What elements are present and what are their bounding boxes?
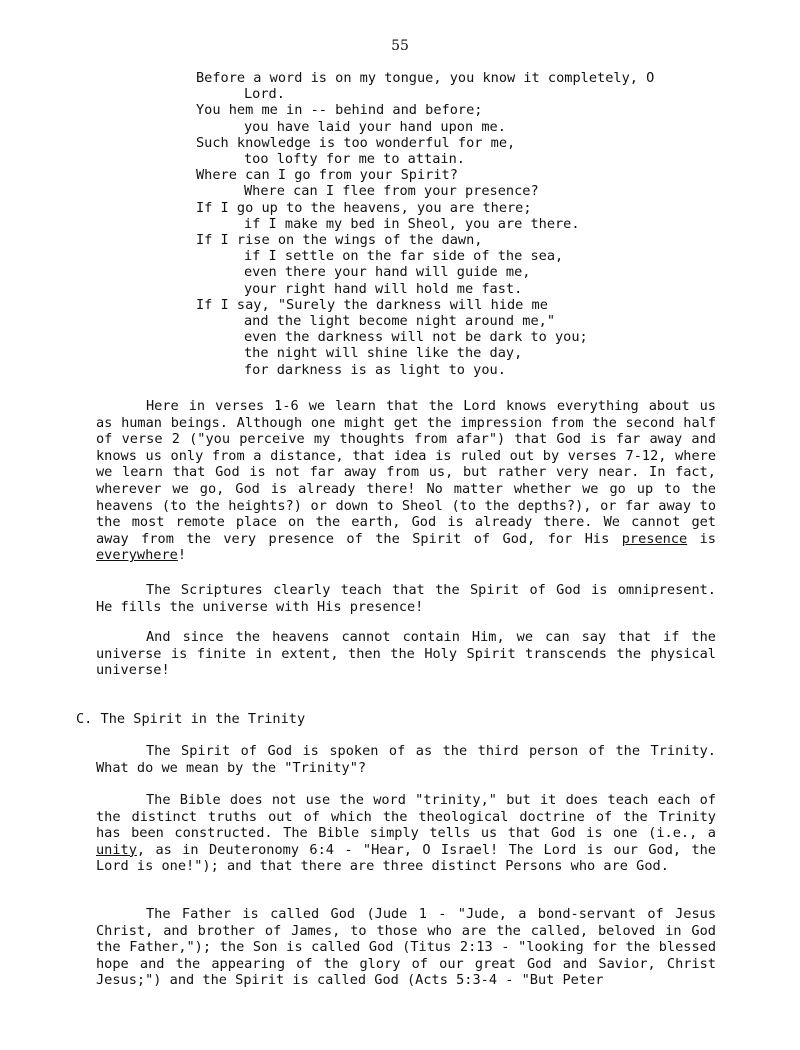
poem-line: if I make my bed in Sheol, you are there.	[244, 215, 580, 232]
poem-line: for darkness is as light to you.	[244, 361, 506, 378]
page-number: 55	[391, 38, 409, 54]
poem-line: If I say, "Surely the darkness will hide me	[196, 296, 548, 313]
poem-line: even the darkness will not be dark to you;	[244, 329, 588, 346]
poem-line: Where can I go from your Spirit?	[196, 167, 458, 184]
paragraph-trinity-definition	[96, 792, 716, 875]
paragraph-text: is	[687, 530, 716, 547]
poem-line: your right hand will hold me fast.	[244, 280, 523, 297]
poem-line: the night will shine like the day,	[244, 345, 523, 362]
poem-line: if I settle on the far side of the sea,	[244, 248, 564, 265]
poem-line: Lord.	[244, 86, 285, 103]
underlined-word-presence: presence	[621, 530, 688, 547]
poem-line: Where can I flee from your presence?	[244, 183, 539, 200]
poem-line: even there your hand will guide me,	[244, 264, 531, 281]
section-heading: C. The Spirit in the Trinity	[76, 711, 306, 727]
paragraph-three-persons	[96, 906, 716, 989]
poem-line: Such knowledge is too wonderful for me,	[196, 134, 516, 151]
paragraph-trinity-question	[96, 743, 716, 776]
paragraph-text: The Father is called God (Jude 1 - "Jude, a bond-servant of Jesus Christ, and brother of James, to those who are the called, beloved in God the Father,"); the Son is called God (Titus 2:13 - "looking for the blessed hope and the appearing of the glory of our great God and Savior, Christ Jesus;") and the Spirit is called God (Acts 5:3-4 - "But Peter	[96, 906, 716, 989]
paragraph-text: And since the heavens cannot contain Him, we can say that if the universe is finite in extent, then the Holy Spirit transcends the physical universe!	[96, 629, 716, 679]
paragraph-text: The Scriptures clearly teach that the Spirit of God is omnipresent. He fills the universe with His presence!	[96, 582, 716, 615]
poem-line: If I rise on the wings of the dawn,	[196, 232, 483, 249]
poem-line: If I go up to the heavens, you are there;	[196, 199, 532, 216]
psalm-quotation	[196, 70, 756, 378]
paragraph-omniscience	[96, 398, 716, 564]
paragraph-transcendence	[96, 629, 716, 679]
poem-line: too lofty for me to attain.	[244, 151, 465, 168]
underlined-word-unity: unity	[96, 841, 137, 858]
paragraph-text: The Bible does not use the word "trinity," but it does teach each of the distinct truths out of which the theological doctrine of the Trinity has been constructed. The Bible simply tells us that God is one (i.e., a	[96, 792, 716, 842]
paragraph-text: !	[177, 547, 187, 564]
poem-line: You hem me in -- behind and before;	[196, 102, 483, 119]
poem-line: Before a word is on my tongue, you know it completely, O	[196, 70, 655, 86]
underlined-word-everywhere: everywhere	[96, 547, 178, 564]
paragraph-text: , as in Deuteronomy 6:4 - "Hear, O Israel! The Lord is our God, the Lord is one!"); and that there are three distinct Persons who are God.	[96, 841, 716, 875]
paragraph-omnipresence	[96, 582, 716, 615]
poem-line: you have laid your hand upon me.	[244, 118, 506, 135]
paragraph-text: The Spirit of God is spoken of as the third person of the Trinity. What do we mean by the "Trinity"?	[96, 743, 716, 776]
paragraph-text: Here in verses 1-6 we learn that the Lord knows everything about us as human beings. Although one might get the impression from the second half of verse 2 ("you perceive my thoughts from afar") that God is far away and knows us only from a distance, that idea is ruled out by verses 7-12, where we learn that God is not far away from us, but rather very near. In fact, wherever we go, God is already there! No matter whether we go up to the heavens (to the heights?) or down to Sheol (to the depths?), or far away to the most remote place on the earth, God is already there. We cannot get away from the very presence of the Spirit of God, for His	[96, 398, 716, 547]
poem-line: and the light become night around me,"	[244, 313, 555, 330]
